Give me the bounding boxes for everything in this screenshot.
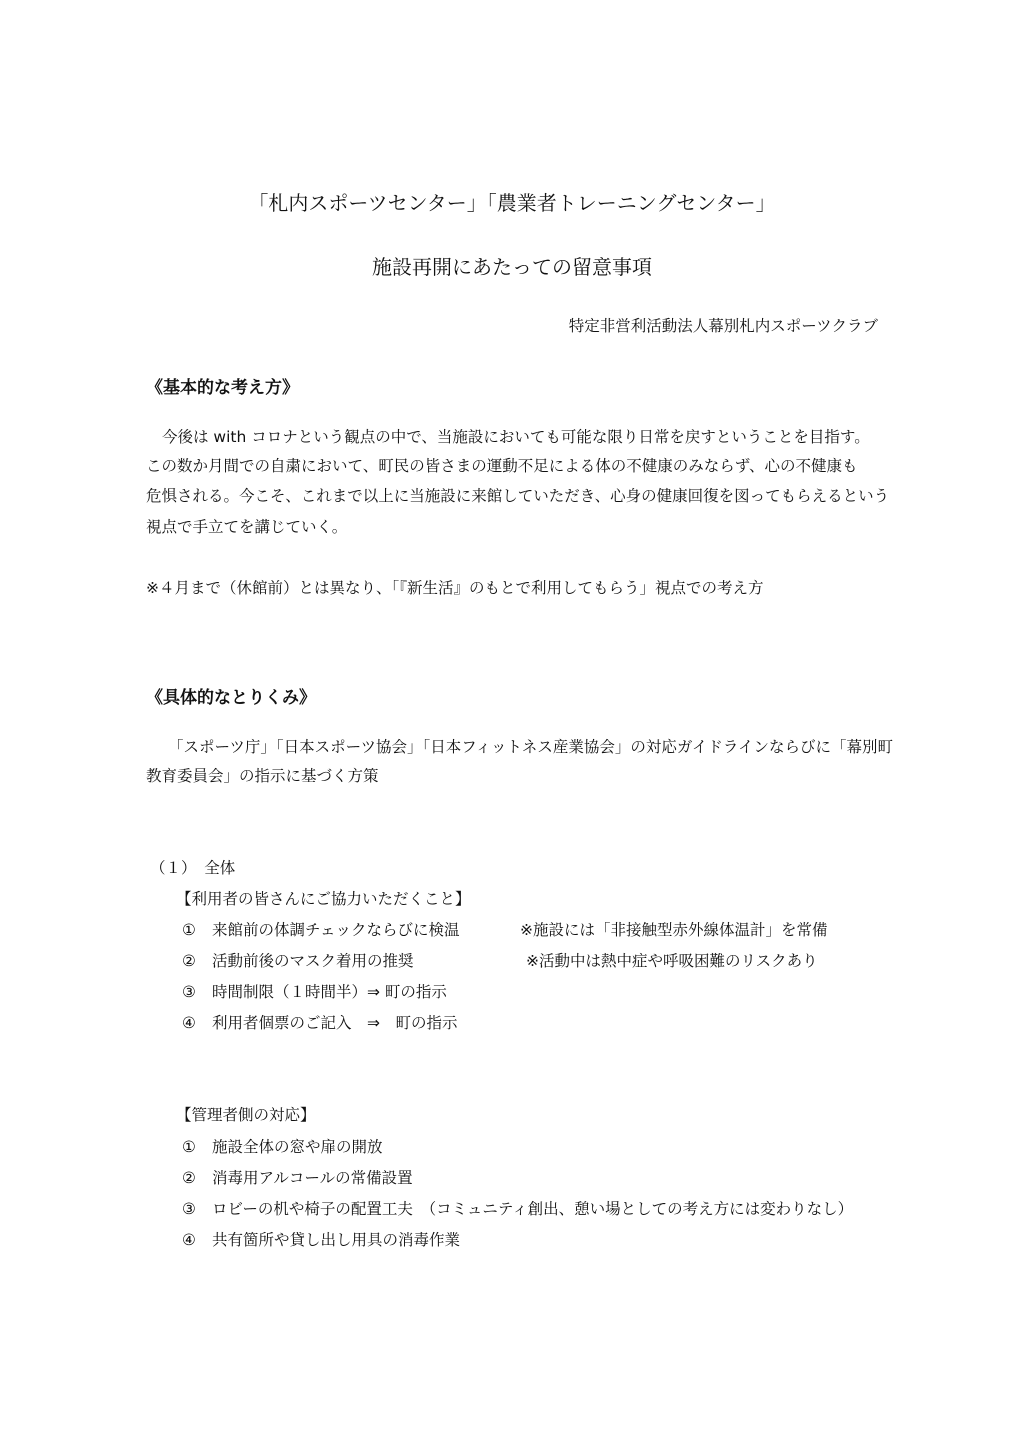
admin-item: [182, 1168, 413, 1188]
users-item: [182, 1013, 458, 1033]
basic-paragraph-line: この数か月間での自粛において、町民の皆さまの運動不足による体の不健康のみならず、心の不健康も: [146, 457, 858, 475]
concrete-paragraph-line: 「スポーツ庁」「日本スポーツ協会」「日本フィットネス産業協会」の対応ガイドラインならびに「幕別町: [168, 738, 893, 756]
users-item: [182, 951, 414, 971]
document-title-line1: 「札内スポーツセンター」「農業者トレーニングセンター」: [248, 191, 776, 215]
organization-name: 特定非営利活動法人幕別札内スポーツクラブ: [568, 317, 878, 335]
item-number: ④: [182, 1014, 196, 1032]
item-number: ③: [182, 983, 196, 1001]
item-text: 施設全体の窓や扉の開放: [212, 1138, 383, 1156]
users-item: [182, 982, 447, 1002]
item-text: 活動前後のマスク着用の推奨: [212, 952, 414, 970]
basic-paragraph-line: 危惧される。今こそ、これまで以上に当施設に来館していただき、心身の健康回復を図ってもらえるという: [146, 487, 890, 505]
concrete-paragraph-line: 教育委員会」の指示に基づく方策: [146, 767, 379, 785]
item-number: ①: [182, 1138, 196, 1156]
item-text: 時間制限（１時間半）⇒ 町の指示: [212, 983, 447, 1001]
item-text: ロビーの机や椅子の配置工夫 （コミュニティ創出、憩い場としての考え方には変わりなし）: [212, 1200, 854, 1218]
item-number: ④: [182, 1231, 196, 1249]
item-number: ①: [182, 921, 196, 939]
document-title-line2: 施設再開にあたっての留意事項: [372, 255, 652, 279]
basic-paragraph-line: 今後は with コロナという観点の中で、当施設においても可能な限り日常を戻すということを目指す。: [162, 428, 870, 446]
admin-item: [182, 1199, 853, 1219]
users-heading: 【利用者の皆さんにご協力いただくこと】: [176, 890, 471, 908]
users-item-note: ※活動中は熱中症や呼吸困難のリスクあり: [526, 952, 818, 970]
item-text: 利用者個票のご記入 ⇒ 町の指示: [212, 1014, 458, 1032]
admin-item: [182, 1230, 460, 1250]
users-item-note: ※施設には「非接触型赤外線体温計」を常備: [520, 921, 828, 939]
basic-heading: 《基本的な考え方》: [146, 378, 299, 398]
item-number: ②: [182, 1169, 196, 1187]
admin-item: [182, 1137, 383, 1157]
admin-heading: 【管理者側の対応】: [176, 1106, 316, 1124]
section1-label: （１） 全体: [150, 859, 236, 877]
item-number: ③: [182, 1200, 196, 1218]
item-text: 消毒用アルコールの常備設置: [212, 1169, 413, 1187]
item-number: ②: [182, 952, 196, 970]
basic-paragraph-line: 視点で手立てを講じていく。: [146, 518, 348, 536]
concrete-heading: 《具体的なとりくみ》: [146, 688, 316, 708]
item-text: 来館前の体調チェックならびに検温: [212, 921, 460, 939]
basic-note: ※４月まで（休館前）とは異なり、「『新生活』のもとで利用してもらう」視点での考え方: [146, 579, 764, 597]
users-item: [182, 920, 460, 940]
item-text: 共有箇所や貸し出し用具の消毒作業: [212, 1231, 461, 1249]
